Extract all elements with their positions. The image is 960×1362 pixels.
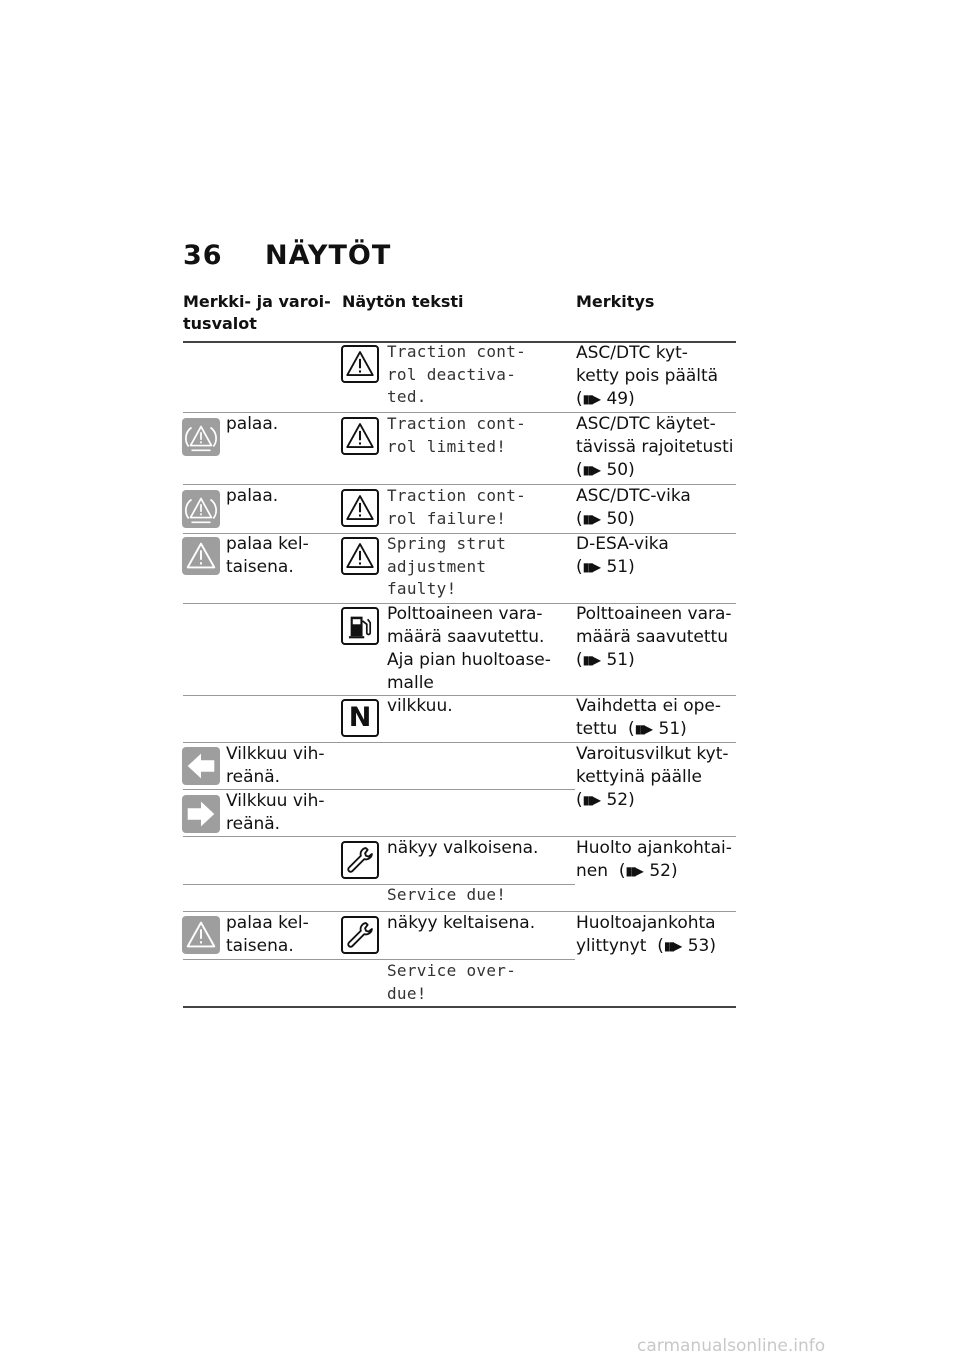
wrench-icon (341, 841, 379, 879)
row-divider (183, 959, 575, 960)
page-ref-arrow-icon: ▮▮▶ (634, 722, 652, 736)
indicator-text: palaa kel- taisena. (226, 913, 309, 956)
page-ref[interactable]: 50 (606, 509, 629, 529)
indicator-text: palaa. (226, 486, 279, 506)
display-text: Polttoaineen vara- määrä saavutettu. Aja pian huoltoase- malle (387, 604, 551, 693)
asc-warning-icon (182, 490, 220, 528)
display-text-mono: Service due! (387, 885, 507, 904)
page-ref[interactable]: 52 (649, 861, 671, 881)
page-ref[interactable]: 52 (606, 790, 629, 810)
display-text: Spring strut adjustment faulty! (387, 534, 507, 598)
meaning-label: Varoitusvilkut kyt- kettyinä päälle (576, 744, 729, 787)
page-ref[interactable]: 50 (606, 460, 629, 480)
display-text: Traction cont- rol failure! (387, 486, 527, 528)
warning-triangle-icon (182, 916, 220, 954)
display-text: vilkkuu. (387, 696, 453, 716)
watermark-text: carmanualsonline.info (637, 1336, 826, 1356)
meaning-text: Polttoaineen vara- määrä saavutettu (▮▮▶ 51) (576, 604, 732, 670)
fuel-pump-icon (341, 607, 379, 645)
meaning-label: Huoltoajankohta ylittynyt (576, 913, 716, 956)
meaning-text: Varoitusvilkut kyt- kettyinä päälle (▮▮▶ 52) (576, 744, 729, 810)
warning-triangle-icon (341, 489, 379, 527)
display-text: Traction cont- rol limited! (387, 414, 527, 456)
page-ref[interactable]: 51 (658, 719, 681, 739)
turn-left-arrow-icon (182, 747, 220, 785)
page-ref-arrow-icon: ▮▮▶ (582, 512, 600, 526)
display-text: Traction cont- rol deactiva- ted. (387, 342, 527, 406)
warning-triangle-icon (182, 537, 220, 575)
meaning-label: D-ESA-vika (576, 534, 669, 554)
meaning-text: ASC/DTC-vika (▮▮▶ 50) (576, 486, 691, 529)
meaning-label: Huolto ajankohtai- nen (576, 838, 732, 881)
wrench-icon (341, 916, 379, 954)
warning-triangle-icon (341, 537, 379, 575)
column-header-meaning: Merkitys (576, 292, 655, 311)
meaning-label: ASC/DTC-vika (576, 486, 691, 506)
indicator-text: Vilkkuu vih- reänä. (226, 744, 325, 787)
page-title: NÄYTÖT (265, 240, 392, 271)
column-header-indicators: Merkki- ja varoi- tusvalot (183, 292, 331, 333)
row-divider (183, 884, 575, 885)
warning-triangle-icon (341, 345, 379, 383)
indicator-text: Vilkkuu vih- reänä. (226, 791, 325, 834)
turn-right-arrow-icon (182, 795, 220, 833)
meaning-label: Vaihdetta ei ope- tettu (576, 696, 721, 739)
table-bottom-rule (183, 1006, 736, 1008)
indicator-text: palaa kel- taisena. (226, 534, 309, 577)
page-ref-arrow-icon: ▮▮▶ (625, 864, 642, 878)
meaning-text: Huolto ajankohtai- nen (▮▮▶ 52) (576, 838, 732, 881)
meaning-label: ASC/DTC kyt- ketty pois päältä (576, 343, 719, 386)
display-text-mono: Service over- due! (387, 961, 517, 1003)
page-number: 36 (183, 240, 223, 271)
page-header (183, 240, 391, 271)
page-ref[interactable]: 51 (606, 557, 629, 577)
meaning-text: Huoltoajankohta ylittynyt (▮▮▶ 53) (576, 913, 716, 956)
meaning-label: Polttoaineen vara- määrä saavutettu (576, 604, 732, 647)
page-ref-arrow-icon: ▮▮▶ (582, 793, 600, 807)
page-ref[interactable]: 53 (687, 936, 710, 956)
meaning-text: Vaihdetta ei ope- tettu (▮▮▶ 51) (576, 696, 721, 739)
page-ref[interactable]: 51 (606, 650, 629, 670)
meaning-text: ASC/DTC käytet- tävissä rajoitetusti (▮▮▶ 50) (576, 414, 734, 480)
asc-warning-icon (182, 418, 220, 456)
warning-triangle-icon (341, 417, 379, 455)
column-header-display-text: Näytön teksti (342, 292, 464, 311)
page-ref-arrow-icon: ▮▮▶ (582, 392, 600, 406)
neutral-n-icon: N (341, 699, 379, 737)
meaning-text: D-ESA-vika (▮▮▶ 51) (576, 534, 669, 577)
display-text: näkyy keltaisena. (387, 913, 536, 933)
page-ref-arrow-icon: ▮▮▶ (582, 653, 600, 667)
meaning-text: ASC/DTC kyt- ketty pois päältä (▮▮▶ 49) (576, 343, 719, 409)
page-ref[interactable]: 49 (606, 389, 629, 409)
page-ref-arrow-icon: ▮▮▶ (582, 560, 600, 574)
meaning-label: ASC/DTC käytet- tävissä rajoitetusti (576, 414, 734, 457)
page-ref-arrow-icon: ▮▮▶ (663, 939, 681, 953)
page-ref-arrow-icon: ▮▮▶ (582, 463, 600, 477)
display-text: näkyy valkoisena. (387, 838, 539, 858)
indicator-text: palaa. (226, 414, 279, 434)
